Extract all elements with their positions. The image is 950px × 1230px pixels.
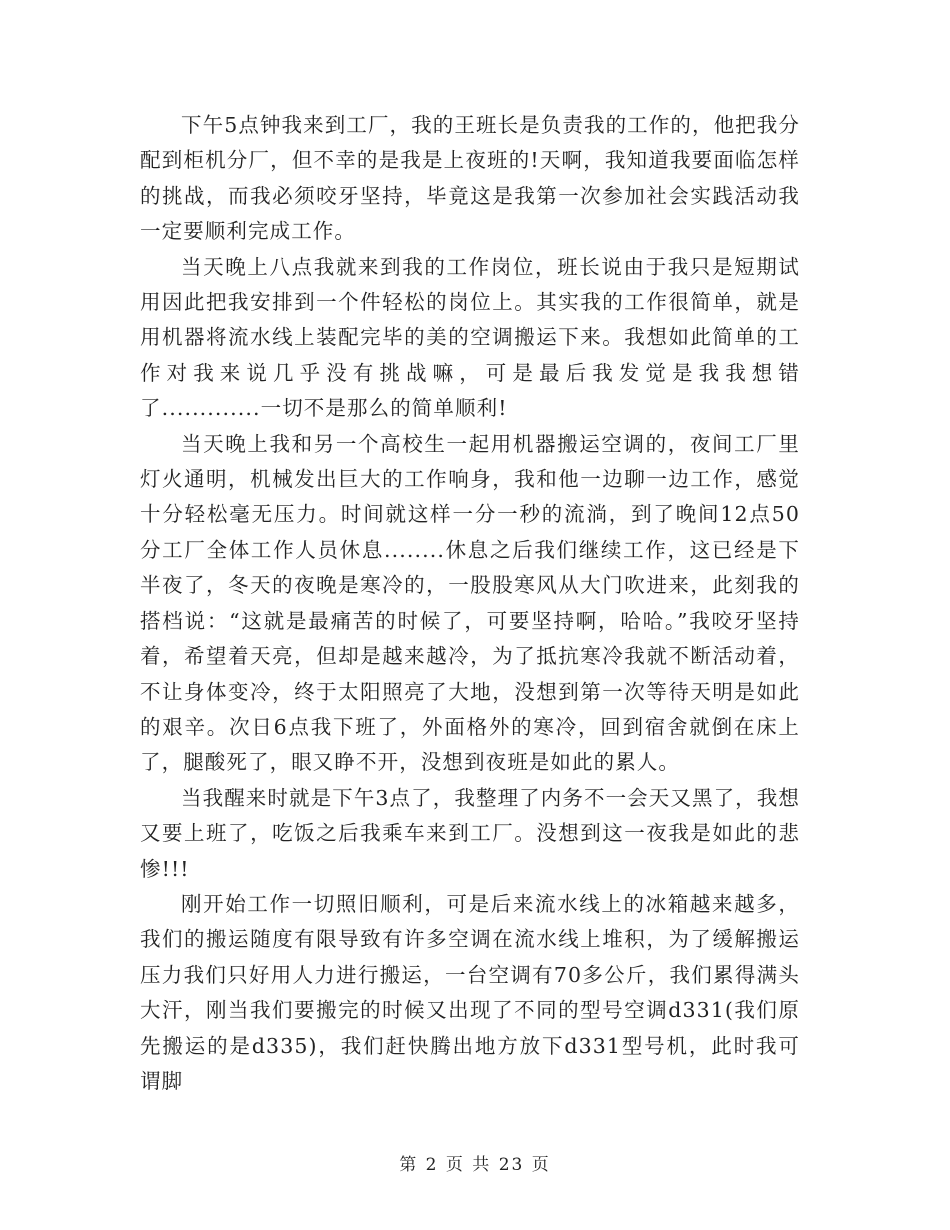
paragraph-5: 刚开始工作一切照旧顺利，可是后来流水线上的冰箱越来越多，我们的搬运随度有限导致有许多空调在流水线上堆积，为了缓解搬运压力我们只好用人力进行搬运，一台空调有70多公斤，我们累得满头大汗，刚当我们要搬完的时候又出现了不同的型号空调d331(我们原先搬运的是d335)，我们赶快腾出地方放下d331型号机，此时我可谓脚 [140,891,800,1093]
paragraph-2: 当天晚上八点我就来到我的工作岗位，班长说由于我只是短期试用因此把我安排到一个件轻松的岗位上。其实我的工作很简单，就是用机器将流水线上装配完毕的美的空调搬运下来。我想如此简单的工作对我来说几乎没有挑战嘛，可是最后我发觉是我我想错了.............一切不是那么的简单顺利! [140,254,800,421]
paragraph-4: 当我醒来时就是下午3点了，我整理了内务不一会天又黑了，我想又要上班了，吃饭之后我乘车来到工厂。没想到这一夜我是如此的悲惨!!! [140,785,800,881]
body-text [140,108,800,1099]
page-number: 第 2 页 共 23 页 [399,1155,551,1175]
page-footer [0,1150,950,1175]
paragraph-3: 当天晚上我和另一个高校生一起用机器搬运空调的，夜间工厂里灯火通明，机械发出巨大的工作响身，我和他一边聊一边工作，感觉十分轻松毫无压力。时间就这样一分一秒的流淌，到了晚间12点50分工厂全体工作人员休息........休息之后我们继续工作，这已经是下半夜了，冬天的夜晚是寒冷的，一股股寒风从大门吹进来，此刻我的搭档说：“这就是最痛苦的时候了，可要坚持啊，哈哈。”我咬牙坚持着，希望着天亮，但却是越来越冷，为了抵抗寒冷我就不断活动着，不让身体变冷，终于太阳照亮了大地，没想到第一次等待天明是如此的艰辛。次日6点我下班了，外面格外的寒冷，回到宿舍就倒在床上了，腿酸死了，眼又睁不开，没想到夜班是如此的累人。 [140,431,800,775]
paragraph-1: 下午5点钟我来到工厂，我的王班长是负责我的工作的，他把我分配到柜机分厂，但不幸的是我是上夜班的!天啊，我知道我要面临怎样的挑战，而我必须咬牙坚持，毕竟这是我第一次参加社会实践活动我一定要顺利完成工作。 [140,113,800,244]
